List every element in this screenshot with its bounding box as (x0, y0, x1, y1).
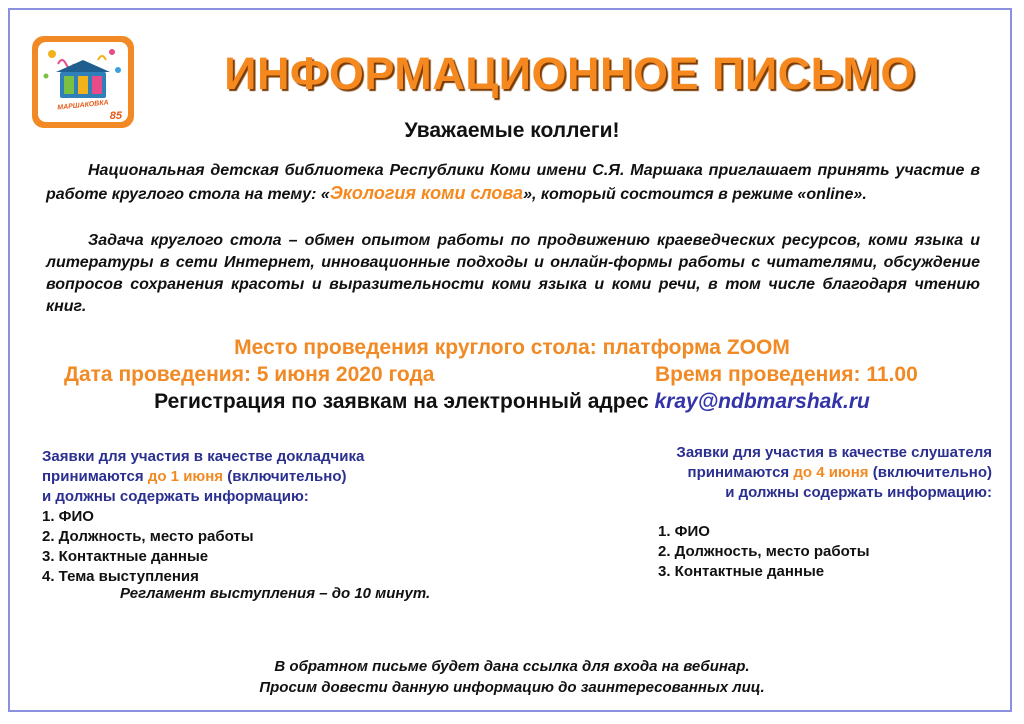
event-venue: Место проведения круглого стола: платформа ZOOM (234, 336, 790, 359)
event-time: Время проведения: 11.00 (655, 363, 918, 386)
listener-deadline-line: принимаются до 4 июня (включительно) (687, 464, 992, 481)
event-date: Дата проведения: 5 июня 2020 года (64, 363, 435, 386)
logo-banner-text: МАРШАКОВКА (56, 99, 109, 112)
greeting: Уважаемые коллеги! (404, 119, 620, 142)
page-frame (8, 8, 1012, 712)
invitation-text-end: », который состоится в режиме «online». (523, 186, 867, 203)
task-paragraph (46, 230, 980, 318)
speaker-heading: Заявки для участия в качестве докладчика (42, 448, 365, 465)
speaker-requirements (42, 447, 482, 507)
registration-label: Регистрация по заявкам на электронный адрес (154, 390, 649, 413)
speaker-deadline-line: принимаются до 1 июня (включительно) (42, 468, 347, 485)
speaker-list (42, 507, 254, 587)
list-item: 3. Контактные данные (658, 563, 825, 580)
registration-email-link[interactable]: kray@ndbmarshak.ru (654, 390, 870, 413)
list-item: 4. Тема выступления (42, 568, 199, 585)
registration-line (0, 390, 1024, 414)
listener-list (658, 522, 870, 582)
speaker-deadline: до 1 июня (147, 468, 224, 485)
logo-number: 85 (109, 110, 122, 122)
library-logo (32, 36, 134, 128)
listener-info-line: и должны содержать информацию: (725, 484, 992, 501)
list-item: 1. ФИО (658, 523, 710, 540)
listener-deadline: до 4 июня (793, 464, 869, 481)
listener-requirements (612, 443, 992, 503)
invitation-text-start: Национальная детская библиотека Республики Коми имени С.Я. Маршака приглашает принять участие в работе круглого стола на тему: « (46, 162, 980, 203)
task-text: Задача круглого стола – обмен опытом работы по продвижению краеведческих ресурсов, коми языка и литературы в сети Интернет, инновационные подходы и онлайн-формы работы с читателями, обсуждение вопросов сохранения красоты и выразительности коми языка и коми речи, в том числе благодаря чтению книг. (46, 232, 980, 315)
list-item: 2. Должность, место работы (658, 543, 870, 560)
list-item: 2. Должность, место работы (42, 528, 254, 545)
footer-webinar-note: В обратном письме будет дана ссылка для входа на вебинар. (274, 658, 750, 675)
listener-heading: Заявки для участия в качестве слушателя (676, 444, 992, 461)
list-item: 3. Контактные данные (42, 548, 209, 565)
list-item: 1. ФИО (42, 508, 94, 525)
page-title: ИНФОРМАЦИОННОЕ ПИСЬМО (224, 48, 916, 99)
invitation-paragraph (46, 160, 980, 206)
footer-request-note: Просим довести данную информацию до заинтересованных лиц. (259, 679, 765, 696)
topic-title: Экология коми слова (329, 183, 524, 203)
speaker-time-limit: Регламент выступления – до 10 минут. (120, 585, 431, 602)
speaker-info-line: и должны содержать информацию: (42, 488, 309, 505)
